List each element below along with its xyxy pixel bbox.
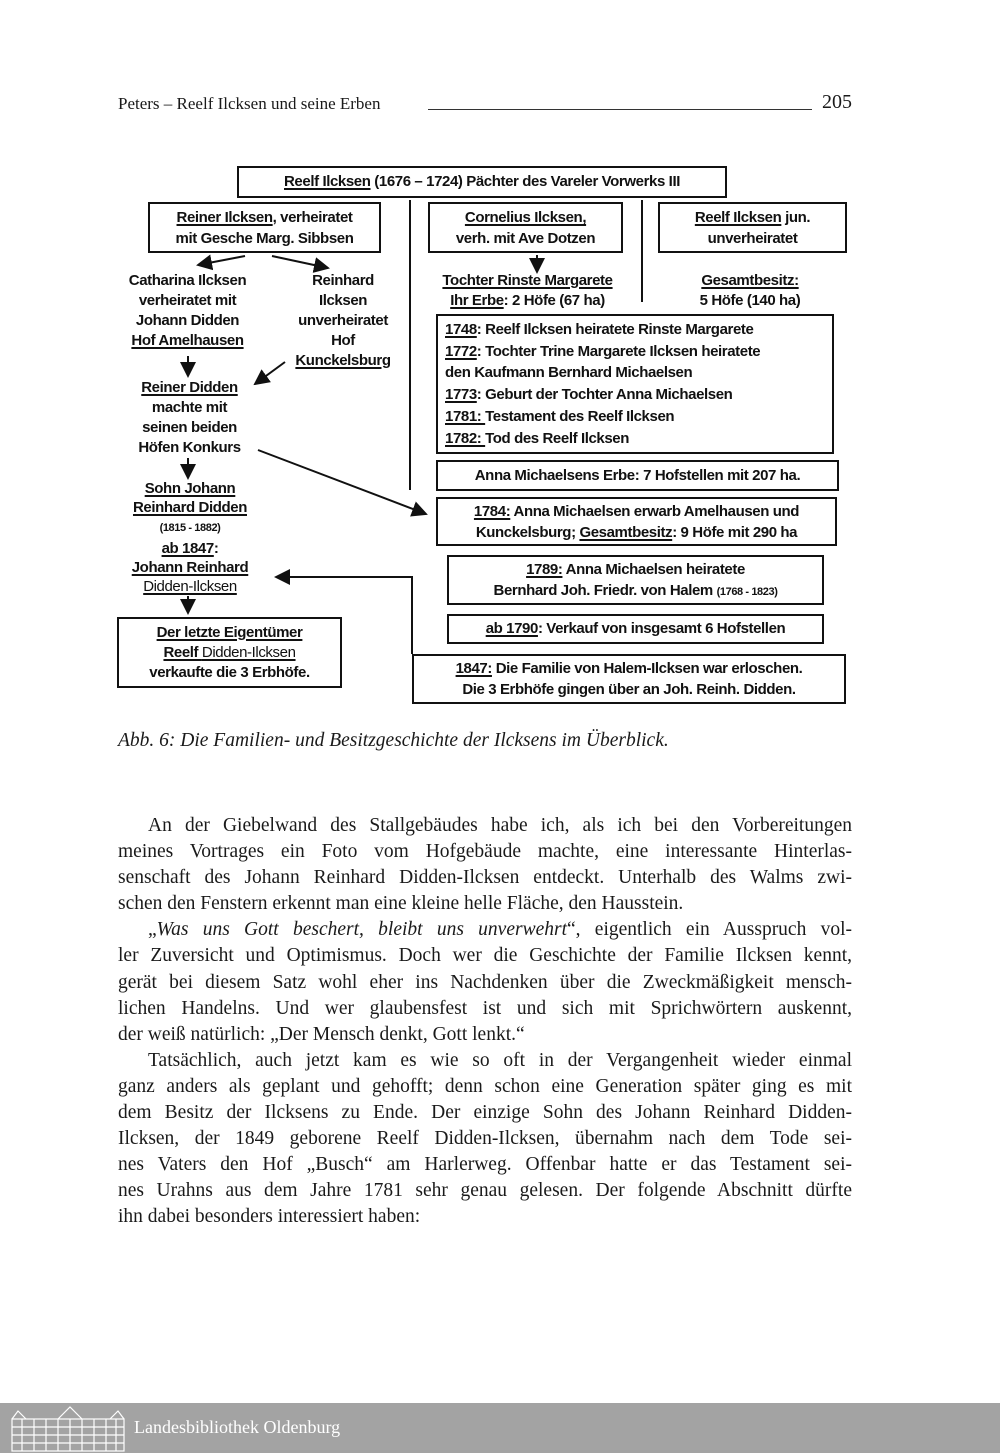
diagram-line [110, 311, 265, 331]
body-line [118, 917, 852, 943]
box-letzte-eigentuemer [117, 617, 342, 688]
diagram-text: 1782: [445, 429, 486, 447]
diagram-text: : Verkauf von insgesamt 6 Hofstellen [537, 620, 786, 637]
text-sohn-johann [105, 479, 275, 596]
diagram-text: : 2 Höfe (67 ha) [503, 292, 605, 309]
diagram-line [280, 271, 406, 291]
diagram-line [112, 378, 267, 398]
body-line: nes Urahns aus dem Jahre 1781 sehr genau gelesen. Der folgende Abschnitt dürfte [118, 1180, 852, 1202]
diagram-text: 1772 [445, 342, 477, 360]
diagram-text: Tod des Reelf Ilcksen [485, 429, 630, 447]
page-number: 205 [822, 91, 852, 113]
diagram-line [239, 168, 725, 196]
diagram-text: 1781: [445, 407, 486, 425]
text-reinhard [280, 271, 406, 371]
diagram-text: Ihr Erbe [450, 292, 504, 309]
diagram-text: (1815 - 1882) [159, 522, 221, 535]
diagram-line [445, 341, 832, 363]
diagram-line [112, 418, 267, 438]
body-line: ganz anders als geplant und gehofft; denn schon eine Generation später ging es mit [118, 1075, 852, 1097]
diagram-text: Der letzte Eigentümer [156, 624, 303, 641]
diagram-line [150, 207, 379, 228]
arrow [258, 450, 426, 514]
diagram-text: : Reelf Ilcksen heiratete Rinste Margarete [476, 321, 754, 338]
diagram-text: seinen beiden [142, 419, 237, 436]
diagram-text: Hof [331, 332, 355, 349]
diagram-line [280, 291, 406, 311]
arrow [272, 256, 328, 268]
diagram-text: Reinhard [312, 272, 374, 289]
diagram-text: 1784: [473, 503, 511, 520]
diagram-text: jun. [781, 209, 811, 226]
diagram-text: Reelf Ilcksen [694, 209, 782, 226]
box-reelf-ilcksen [237, 166, 727, 198]
diagram-line [445, 406, 832, 428]
paragraph [118, 943, 852, 1047]
diagram-text: Reelf [163, 644, 202, 661]
diagram-line [449, 616, 822, 642]
diagram-text: 1748 [445, 321, 477, 338]
diagram-text: Gesamtbesitz: [701, 272, 799, 289]
diagram-text: Catharina Ilcksen [128, 272, 247, 289]
library-building-logo [8, 1403, 128, 1453]
diagram-text: den Kaufmann Bernhard Michaelsen [445, 364, 693, 382]
diagram-text: Sohn Johann [144, 480, 236, 497]
diagram-text: 1847: [455, 660, 492, 677]
body-line-rest: “, eigentlich ein Ausspruch vol- [567, 919, 852, 941]
box-1790 [447, 614, 824, 644]
body-text [118, 813, 852, 1231]
diagram-line [430, 228, 621, 249]
diagram-line [414, 679, 844, 700]
diagram-text: Kunckelsburg; [475, 524, 580, 541]
diagram-line [280, 351, 406, 371]
diagram-line [110, 271, 265, 291]
diagram-text: 1773 [445, 386, 477, 404]
body-line: ler Zuversicht und Optimismus. Doch wer die Geschichte der Familie Ilcksen kennt, [118, 945, 852, 967]
diagram-line [105, 539, 275, 558]
diagram-text: Anna Michaelsens Erbe: 7 Hofstellen mit 207 ha. [474, 467, 801, 484]
diagram-line [445, 384, 832, 406]
diagram-line [445, 362, 832, 384]
figure-caption: Abb. 6: Die Familien- und Besitzgeschichte der Ilcksens im Überblick. [118, 730, 669, 751]
diagram-text: Reelf Ilcksen [284, 173, 371, 190]
body-line: dem Besitz der Ilcksens zu Ende. Der einzige Sohn des Johann Reinhard Didden- [118, 1102, 852, 1124]
diagram-line [660, 291, 840, 311]
family-diagram [0, 0, 1000, 720]
diagram-line [119, 623, 340, 643]
text-catharina [110, 271, 265, 351]
diagram-line [105, 558, 275, 577]
box-reelf-jun [658, 202, 847, 253]
diagram-text: Ilcksen [318, 292, 368, 309]
diagram-line [119, 663, 340, 683]
diagram-line [449, 559, 822, 580]
diagram-text: Johann Didden [135, 312, 240, 329]
diagram-line [110, 291, 265, 311]
diagram-text: : 9 Höfe mit 290 ha [672, 524, 798, 541]
library-name: Landesbibliothek Oldenburg [134, 1417, 341, 1437]
body-line: meines Vortrages ein Foto vom Hofgebäude machte, eine interessante Hinterlas- [118, 841, 852, 863]
diagram-line [445, 428, 832, 450]
diagram-text: : [213, 539, 219, 557]
diagram-line [105, 577, 275, 596]
diagram-line [112, 438, 267, 458]
quoted-proverb: Was uns Gott beschert, bleibt uns unverwehrt [156, 919, 567, 941]
body-line: Ilcksen, der 1849 geborene Reelf Didden-Ilcksen, übernahm nach dem Tode sei- [118, 1128, 852, 1150]
diagram-line [150, 228, 379, 249]
body-line: lichen Handelns. Und wer glaubensfest ist und sich mit Sprichwörtern auskennt, [118, 997, 852, 1019]
diagram-text: ab 1790 [485, 620, 538, 637]
diagram-text: 5 Höfe (140 ha) [699, 292, 801, 309]
body-line: gerät bei diesem Satz wohl eher ins Nachdenken über die Zweckmäßigkeit mensch- [118, 971, 852, 993]
diagram-line [438, 522, 835, 543]
diagram-text: Didden-Ilcksen [143, 578, 237, 596]
diagram-line [660, 271, 840, 291]
diagram-line [280, 311, 406, 331]
diagram-text: unverheiratet [298, 312, 388, 329]
body-line: ihn dabei besonders interessiert haben: [118, 1206, 421, 1228]
diagram-line [420, 271, 635, 291]
diagram-text: Testament des Reelf Ilcksen [485, 407, 675, 425]
diagram-text: Reiner Ilcksen [176, 209, 273, 226]
diagram-text: Kunckelsburg [295, 352, 391, 369]
quote-open: „ [148, 919, 157, 941]
diagram-text: Die Familie von Halem-Ilcksen war erloschen. [491, 660, 803, 677]
box-events [436, 314, 834, 454]
text-reiner-didden [112, 378, 267, 458]
diagram-text: verh. mit Ave Dotzen [455, 230, 596, 247]
diagram-text: Reinhard Didden [132, 499, 247, 517]
diagram-line [105, 517, 275, 538]
diagram-text: Cornelius Ilcksen, [464, 209, 587, 226]
box-reiner-ilcksen [148, 202, 381, 253]
arrow [198, 256, 245, 265]
diagram-line [438, 501, 835, 522]
box-1784 [436, 497, 837, 546]
diagram-text: Johann Reinhard [131, 558, 249, 576]
paragraph [118, 1048, 852, 1231]
diagram-line [119, 643, 340, 663]
box-cornelius-ilcksen [428, 202, 623, 253]
diagram-text: verkaufte die 3 Erbhöfe. [149, 664, 310, 681]
diagram-line [414, 658, 844, 679]
diagram-text: machte mit [151, 399, 228, 416]
text-tochter [420, 271, 635, 311]
diagram-text: unverheiratet [707, 230, 798, 247]
diagram-text: 1789: [526, 561, 563, 578]
diagram-text: Didden-Ilcksen [201, 644, 296, 661]
diagram-text: Hof Amelhausen [131, 332, 244, 349]
text-gesamtbesitz [660, 271, 840, 311]
diagram-text: : Tochter Trine Margarete Ilcksen heiratete [476, 342, 761, 360]
diagram-text: Die 3 Erbhöfe gingen über an Joh. Reinh. Didden. [462, 681, 796, 698]
diagram-text: Anna Michaelsen erwarb Amelhausen und [510, 503, 800, 520]
diagram-text: (1768 - 1823) [716, 586, 778, 598]
diagram-line [449, 580, 822, 603]
diagram-text: Gesamtbesitz [579, 524, 673, 541]
diagram-text: ab 1847 [161, 539, 214, 557]
diagram-line [105, 479, 275, 498]
body-line: der weiß natürlich: „Der Mensch denkt, Gott lenkt.“ [118, 1023, 525, 1045]
diagram-text: verheiratet mit [138, 292, 237, 309]
box-1847 [412, 654, 846, 704]
diagram-line [280, 331, 406, 351]
diagram-line [430, 207, 621, 228]
box-1789 [447, 555, 824, 605]
diagram-line [112, 398, 267, 418]
body-line: senschaft des Johann Reinhard Didden-Ilcksen entdeckt. Unterhalb des Walms zwi- [118, 867, 852, 889]
diagram-line [420, 291, 635, 311]
body-line: Tatsächlich, auch jetzt kam es wie so oft in der Vergangenheit wieder einmal [148, 1049, 852, 1071]
diagram-text: Reiner Didden [141, 379, 238, 396]
diagram-text: Anna Michaelsen heiratete [562, 561, 745, 578]
paragraph [118, 813, 852, 917]
diagram-text: Tochter Rinste Margarete [442, 272, 613, 289]
running-title: Peters – Reelf Ilcksen und seine Erben [118, 94, 381, 113]
diagram-text: (1676 – 1724) Pächter des Vareler Vorwerks III [370, 173, 680, 190]
body-line: schen den Fenstern erkennt man eine kleine helle Fläche, den Hausstein. [118, 893, 684, 915]
diagram-line [445, 319, 832, 341]
diagram-text: , verheiratet [272, 209, 353, 226]
body-line: An der Giebelwand des Stallgebäudes habe ich, als ich bei den Vorbereitungen [148, 815, 852, 836]
diagram-line [110, 331, 265, 351]
diagram-line [438, 462, 837, 489]
diagram-text: : Geburt der Tochter Anna Michaelsen [476, 386, 733, 404]
diagram-text: mit Gesche Marg. Sibbsen [175, 230, 354, 247]
diagram-line [105, 498, 275, 517]
diagram-text: Höfen Konkurs [138, 439, 241, 456]
box-anna-erbe [436, 460, 839, 491]
library-footer [0, 1403, 1000, 1453]
body-line: nes Vaters den Hof „Busch“ am Harlerweg. Offenbar hatte er das Testament sei- [118, 1154, 852, 1176]
diagram-text: Bernhard Joh. Friedr. von Halem [493, 582, 717, 599]
diagram-line [660, 207, 845, 228]
diagram-line [660, 228, 845, 249]
